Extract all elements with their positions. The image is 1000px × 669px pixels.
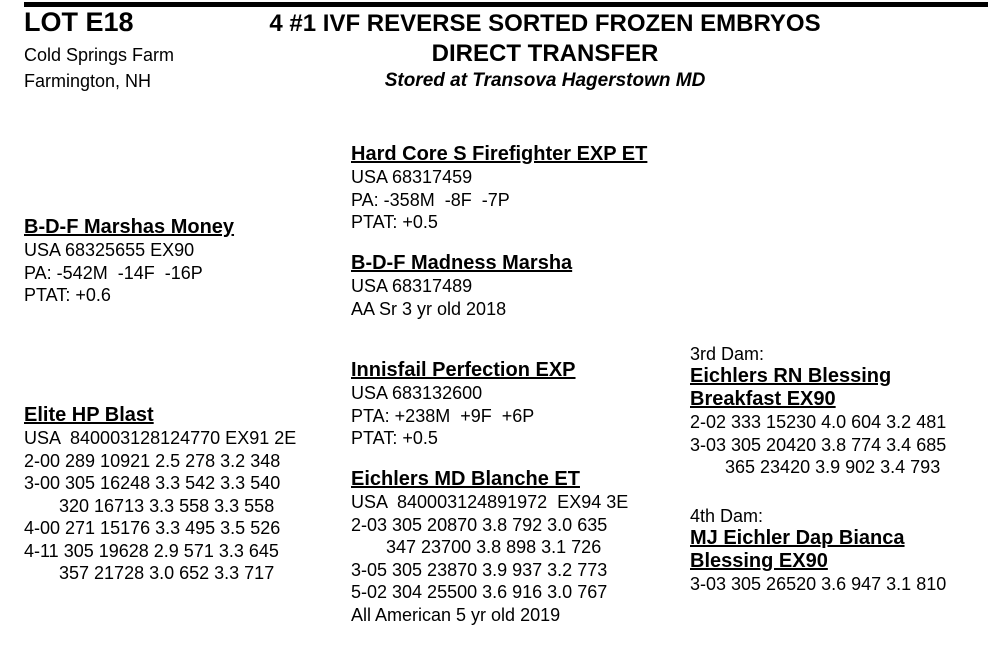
- maternal-granddam-detail: 347 23700 3.8 898 3.1 726: [351, 537, 602, 557]
- dam-detail: 3-00 305 16248 3.3 542 3.3 540: [24, 473, 281, 493]
- maternal-grandsire-block: [351, 359, 576, 450]
- maternal-granddam-name: Eichlers MD Blanche ET: [351, 468, 580, 490]
- dam-detail: 4-11 305 19628 2.9 571 3.3 645: [24, 540, 279, 561]
- lot-number: LOT E18: [24, 7, 134, 37]
- maternal-grandsire-detail: PTA: +238M +9F +6P: [351, 405, 535, 426]
- third-dam-name: Breakfast EX90: [690, 388, 836, 410]
- page-title: 4 #1 IVF REVERSE SORTED FROZEN EMBRYOS: [269, 10, 821, 37]
- storage-location: Stored at Transova Hagerstown MD: [384, 70, 706, 91]
- dam-detail: 320 16713 3.3 558 3.3 558: [24, 495, 275, 516]
- sire-detail: PTAT: +0.6: [24, 285, 111, 305]
- third-dam-block: [690, 343, 946, 479]
- third-dam-detail: 3-03 305 20420 3.8 774 3.4 685: [690, 434, 947, 455]
- sire-detail: PA: -542M -14F -16P: [24, 262, 203, 283]
- dam-detail: USA 840003128124770 EX91 2E: [24, 428, 297, 448]
- paternal-grandsire-detail: PTAT: +0.5: [351, 212, 438, 232]
- dam-detail: 2-00 289 10921 2.5 278 3.2 348: [24, 450, 281, 471]
- fourth-dam-block: [690, 505, 946, 596]
- paternal-granddam-name: B-D-F Madness Marsha: [351, 252, 573, 274]
- paternal-grandsire-detail: USA 68317459: [351, 167, 473, 187]
- third-dam-detail: 365 23420 3.9 902 3.4 793: [690, 457, 941, 477]
- maternal-granddam-detail: 2-03 305 20870 3.8 792 3.0 635: [351, 514, 608, 535]
- maternal-granddam-detail: All American 5 yr old 2019: [351, 604, 561, 625]
- maternal-grandsire-detail: PTAT: +0.5: [351, 428, 438, 448]
- maternal-granddam-detail: 3-05 305 23870 3.9 937 3.2 773: [351, 559, 608, 580]
- sire-name: B-D-F Marshas Money: [24, 216, 235, 238]
- dam-detail: 357 21728 3.0 652 3.3 717: [24, 563, 275, 583]
- sire-detail: USA 68325655 EX90: [24, 240, 195, 260]
- fourth-dam-detail: 3-03 305 26520 3.6 947 3.1 810: [690, 574, 947, 594]
- farm-name: Cold Springs Farm: [24, 45, 175, 65]
- third-dam-label: 3rd Dam:: [690, 344, 765, 364]
- paternal-grandsire-name: Hard Core S Firefighter EXP ET: [351, 143, 648, 165]
- page-subtitle: DIRECT TRANSFER: [431, 40, 659, 67]
- maternal-grandsire-name: Innisfail Perfection EXP: [351, 359, 576, 381]
- third-dam-detail: 2-02 333 15230 4.0 604 3.2 481: [690, 412, 947, 432]
- maternal-grandsire-detail: USA 683132600: [351, 383, 483, 403]
- dam-block: [24, 404, 296, 585]
- third-dam-name: Eichlers RN Blessing: [690, 365, 892, 387]
- farm-location: Farmington, NH: [24, 71, 152, 91]
- paternal-granddam-block: [351, 252, 572, 320]
- fourth-dam-label: 4th Dam:: [690, 506, 764, 526]
- maternal-granddam-detail: 5-02 304 25500 3.6 916 3.0 767: [351, 582, 608, 602]
- paternal-granddam-detail: AA Sr 3 yr old 2018: [351, 298, 507, 319]
- top-rule: [24, 2, 988, 7]
- fourth-dam-name: Blessing EX90: [690, 550, 828, 572]
- maternal-granddam-block: [351, 468, 628, 626]
- maternal-granddam-detail: USA 840003124891972 EX94 3E: [351, 492, 629, 512]
- sire-block: [24, 216, 234, 307]
- paternal-grandsire-detail: PA: -358M -8F -7P: [351, 189, 510, 210]
- paternal-grandsire-block: [351, 143, 647, 234]
- fourth-dam-name: MJ Eichler Dap Bianca: [690, 527, 905, 549]
- dam-name: Elite HP Blast: [24, 404, 154, 426]
- dam-detail: 4-00 271 15176 3.3 495 3.5 526: [24, 518, 281, 538]
- paternal-granddam-detail: USA 68317489: [351, 276, 473, 296]
